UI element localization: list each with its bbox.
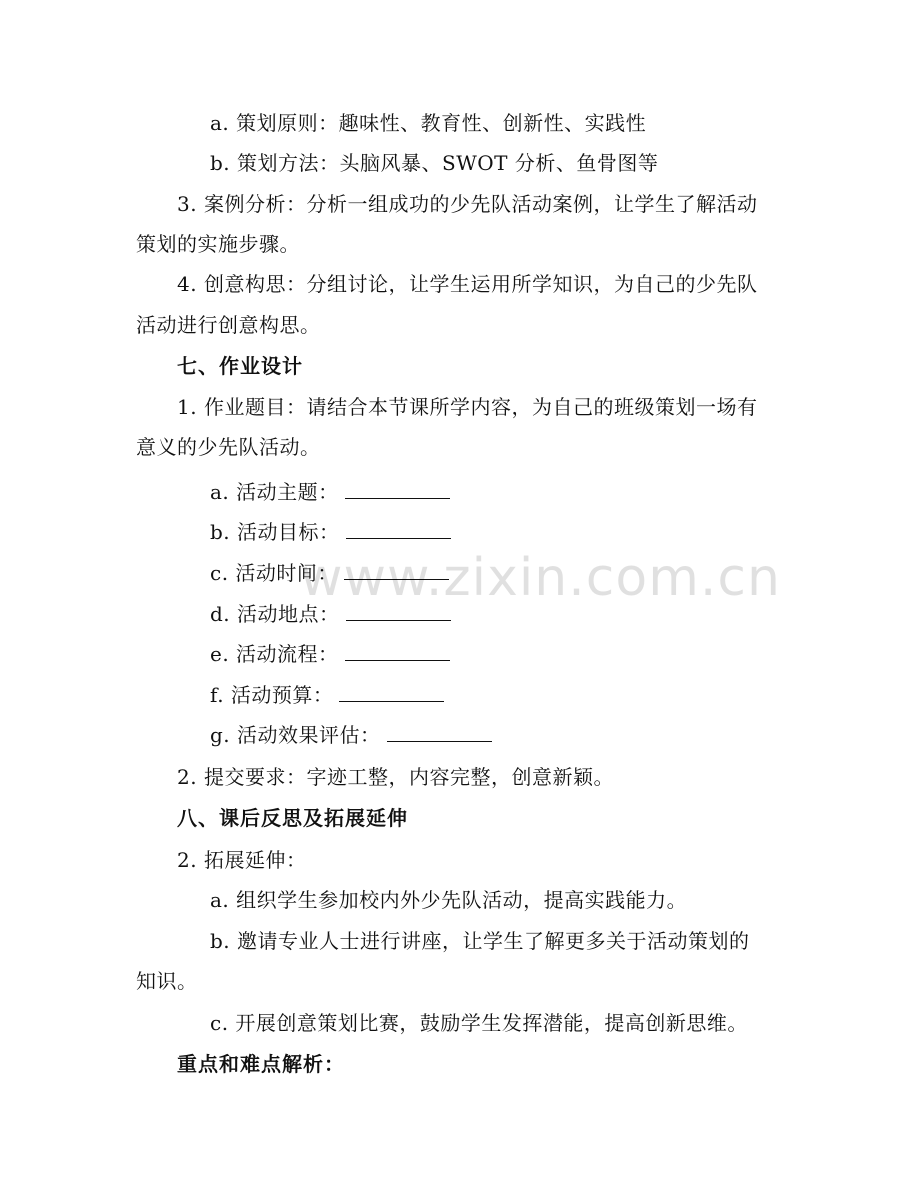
fill-in-blank (345, 480, 450, 499)
text-line: b. 策划方法：头脑风暴、SWOT 分析、鱼骨图等 (210, 151, 659, 175)
text-line: 策划的实施步骤。 (136, 232, 300, 256)
fill-in-label: b. 活动目标： (210, 520, 340, 544)
fill-in-item (210, 723, 492, 747)
text-line: b. 邀请专业人士进行讲座，让学生了解更多关于活动策划的 (210, 929, 750, 953)
text-line: 3. 案例分析：分析一组成功的少先队活动案例，让学生了解活动 (177, 192, 758, 216)
fill-in-item (210, 683, 444, 707)
text-line: 知识。 (136, 969, 198, 993)
fill-in-label: d. 活动地点： (210, 602, 340, 626)
text-line: 4. 创意构思：分组讨论，让学生运用所学知识，为自己的少先队 (177, 272, 758, 296)
fill-in-item (210, 642, 450, 666)
text-line: 2. 拓展延伸： (177, 848, 307, 872)
fill-in-blank (345, 642, 450, 661)
text-line: 意义的少先队活动。 (136, 435, 321, 459)
section-heading: 重点和难点解析： (177, 1052, 345, 1076)
fill-in-label: g. 活动效果评估： (210, 723, 381, 747)
fill-in-item (210, 520, 451, 544)
section-heading: 八、课后反思及拓展延伸 (177, 806, 408, 830)
fill-in-label: f. 活动预算： (210, 683, 334, 707)
fill-in-label: e. 活动流程： (210, 642, 339, 666)
text-line: c. 开展创意策划比赛，鼓励学生发挥潜能，提高创新思维。 (210, 1011, 748, 1035)
fill-in-label: a. 活动主题： (210, 480, 339, 504)
fill-in-blank (346, 520, 451, 539)
fill-in-item (210, 480, 450, 504)
text-line: a. 策划原则：趣味性、教育性、创新性、实践性 (210, 111, 647, 135)
fill-in-label: c. 活动时间： (210, 561, 338, 585)
fill-in-blank (339, 683, 444, 702)
watermark: www.zixin.com.cn (300, 548, 781, 608)
text-line: a. 组织学生参加校内外少先队活动，提高实践能力。 (210, 888, 688, 912)
text-line: 活动进行创意构思。 (136, 313, 321, 337)
text-line: 1. 作业题目：请结合本节课所学内容，为自己的班级策划一场有 (177, 395, 758, 419)
text-line: 2. 提交要求：字迹工整，内容完整，创意新颖。 (177, 765, 614, 789)
fill-in-blank (387, 723, 492, 742)
section-heading: 七、作业设计 (177, 354, 303, 378)
